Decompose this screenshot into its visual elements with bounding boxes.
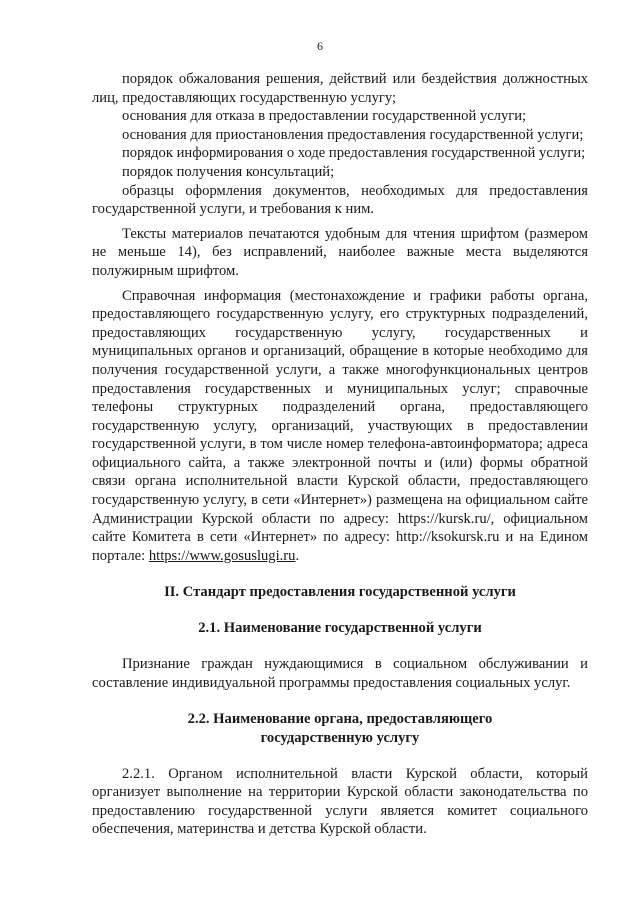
list-item-appeal: порядок обжалования решения, действий или бездействия должностных лиц, предоставляющих государственную услугу;: [92, 71, 588, 106]
authority-title-line1: 2.2. Наименование органа, предоставляющего: [187, 710, 493, 727]
page-content: [92, 70, 588, 839]
list-item-progress-info: порядок информирования о ходе предоставления государственной услуги;: [122, 145, 586, 162]
paragraph-service-name: Признание граждан нуждающимися в социальном обслуживании и составление индивидуальной программы предоставления социальных услуг.: [92, 656, 588, 692]
authority-title-line2: государственную услугу: [260, 729, 420, 746]
section-title-standard: II. Стандарт предоставления государственной услуги: [164, 584, 516, 601]
subsection-title-authority: [92, 710, 588, 748]
page-number: 6: [317, 39, 323, 53]
list-item-refusal-grounds: основания для отказа в предоставлении государственной услуги;: [122, 108, 527, 125]
reference-info-text: Справочная информация (местонахождение и графики работы органа, предоставляющего государственную услугу, его структурных подразделений, предоставляющих государственную услугу, государственных и муниципальных органов и организаций, обращение в которые необходимо для получения государственной услуги, а также многофункциональных центров предоставления государственных и муниципальных услуг; справочные телефоны структурных подразделений органа, предоставляющего государственную услугу, организаций, участвующих в предоставлении государственной услуги, в том числе номер телефона-автоинформатора; адреса официального сайта, а также электронной почты и (или) формы обратной связи органа исполнительной власти Курской области, предоставляющего государственную услугу, в сети «Интернет») размещена на официальном сайте Администрации Курской области по адресу: https://kursk.ru/, официальном сайте Комитета в сети «Интернет» по адресу: http://ksokursk.ru и на Едином портале:: [92, 287, 588, 564]
list-item-document-samples: образцы оформления документов, необходимых для предоставления государственной услуги, и требования к ним.: [92, 182, 588, 218]
paragraph-authority: 2.2.1. Органом исполнительной власти Курской области, который организует выполнение на территории Курской области законодательства по предоставлению государственной услуги является комитет социального обеспечения, материнства и детства Курской области.: [92, 765, 588, 838]
gosuslugi-link[interactable]: https://www.gosuslugi.ru: [148, 547, 296, 564]
list-item-suspension-grounds: основания для приостановления предоставления государственной услуги;: [122, 126, 584, 143]
list-item-consultations: порядок получения консультаций;: [122, 163, 335, 180]
paragraph-font-requirements: Тексты материалов печатаются удобным для чтения шрифтом (размером не меньше 14), без исправлений, наиболее важные места выделяются полужирным шрифтом.: [92, 225, 588, 279]
paragraph-reference-info: [92, 287, 588, 566]
subsection-title-service-name: 2.1. Наименование государственной услуги: [198, 620, 482, 637]
reference-link-tail: .: [295, 547, 300, 564]
